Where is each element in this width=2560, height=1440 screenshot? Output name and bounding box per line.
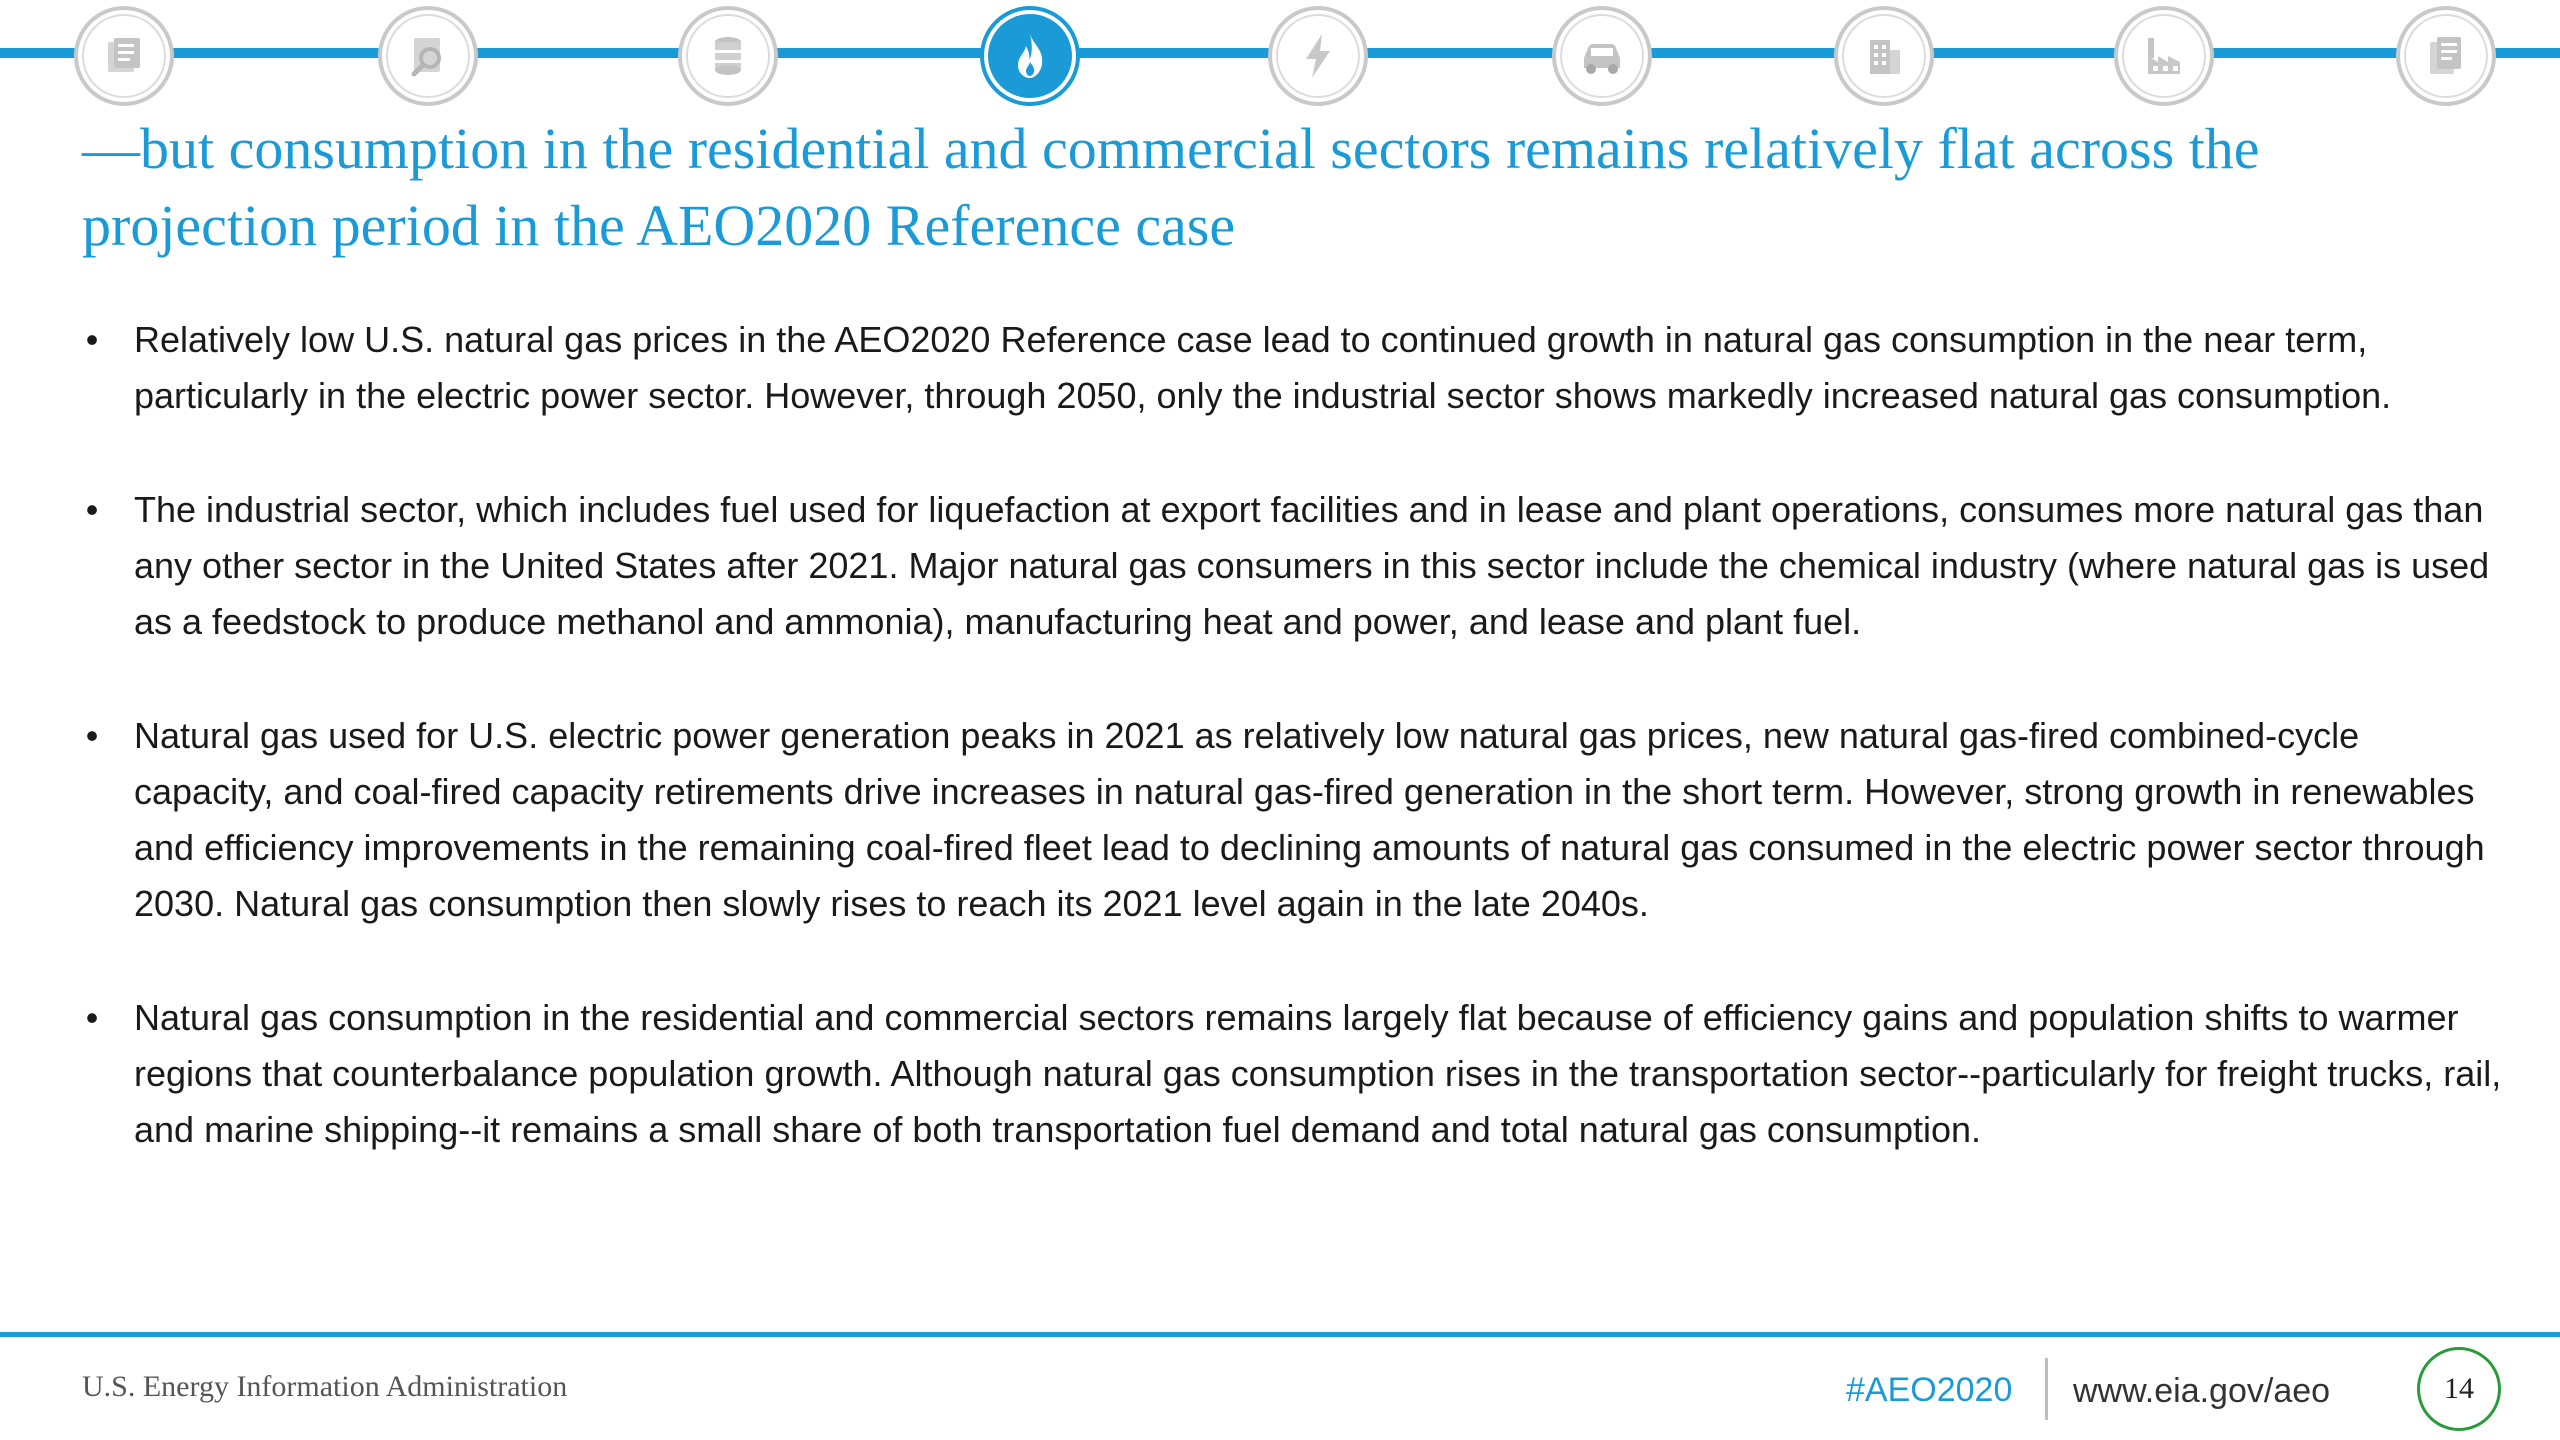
industrial-icon xyxy=(2136,28,2192,84)
footer-organization: U.S. Energy Information Administration xyxy=(82,1370,568,1403)
nav-item-petroleum[interactable] xyxy=(678,6,778,106)
documents-icon xyxy=(2418,28,2474,84)
nav-item-industrial[interactable] xyxy=(2114,6,2214,106)
overview-icon xyxy=(96,28,152,84)
slide-headline: —but consumption in the residential and commercial sectors remains relatively flat across the projection period in the AEO2020 Reference case xyxy=(82,116,2260,258)
bullet-marker: • xyxy=(85,997,99,1038)
section-nav xyxy=(0,0,2560,110)
footer-rule xyxy=(0,1332,2560,1337)
bullet-marker: • xyxy=(85,715,99,756)
bullet-list xyxy=(82,312,2502,1216)
bullet-item xyxy=(82,990,2502,1158)
page-number-badge: 14 xyxy=(2417,1347,2501,1431)
bullet-item xyxy=(82,708,2502,932)
footer-divider xyxy=(2045,1358,2048,1420)
petroleum-icon xyxy=(700,28,756,84)
bullet-item xyxy=(82,312,2502,424)
buildings-icon xyxy=(1856,28,1912,84)
bullet-marker: • xyxy=(85,489,99,530)
nav-item-transportation[interactable] xyxy=(1552,6,1652,106)
bullet-text: The industrial sector, which includes fuel used for liquefaction at export facilities and in lease and plant operations, consumes more natural gas than any other sector in the United States after 2021. Major natural gas consumers in this sector include the chemical industry (where natural gas is used as a feedstock to produce methanol and ammonia), manufacturing heat and power, and lease and plant fuel. xyxy=(134,489,2490,642)
nav-item-analysis[interactable] xyxy=(378,6,478,106)
electricity-icon xyxy=(1290,28,1346,84)
bullet-text: Relatively low U.S. natural gas prices in the AEO2020 Reference case lead to continued growth in natural gas consumption in the near term, particularly in the electric power sector. However, through 2050, only the industrial sector shows markedly increased natural gas consumption. xyxy=(134,319,2392,416)
nav-item-buildings[interactable] xyxy=(1834,6,1934,106)
nav-item-natural-gas[interactable] xyxy=(980,6,1080,106)
footer-hashtag-link[interactable]: #AEO2020 xyxy=(1846,1371,2013,1409)
nav-item-documents[interactable] xyxy=(2396,6,2496,106)
bullet-text: Natural gas consumption in the residential and commercial sectors remains largely flat because of efficiency gains and population shifts to warmer regions that counterbalance population growth. Although natural gas consumption rises in the transportation sector--particularly for freight trucks, rail, and marine shipping--it remains a small share of both transportation fuel demand and total natural gas consumption. xyxy=(134,997,2502,1150)
bullet-marker: • xyxy=(85,319,99,360)
analysis-icon xyxy=(400,28,456,84)
bullet-item xyxy=(82,482,2502,650)
natural-gas-flame-icon xyxy=(1002,28,1058,84)
nav-item-overview[interactable] xyxy=(74,6,174,106)
nav-item-electricity[interactable] xyxy=(1268,6,1368,106)
footer-url-link[interactable]: www.eia.gov/aeo xyxy=(2073,1372,2331,1410)
transportation-car-icon xyxy=(1574,28,1630,84)
bullet-text: Natural gas used for U.S. electric power generation peaks in 2021 as relatively low natural gas prices, new natural gas-fired combined-cycle capacity, and coal-fired capacity retirements drive increases in natural gas-fired generation in the short term. However, strong growth in renewables and efficiency improvements in the remaining coal-fired fleet lead to declining amounts of natural gas consumed in the electric power sector through 2030. Natural gas consumption then slowly rises to reach its 2021 level again in the late 2040s. xyxy=(134,715,2485,924)
